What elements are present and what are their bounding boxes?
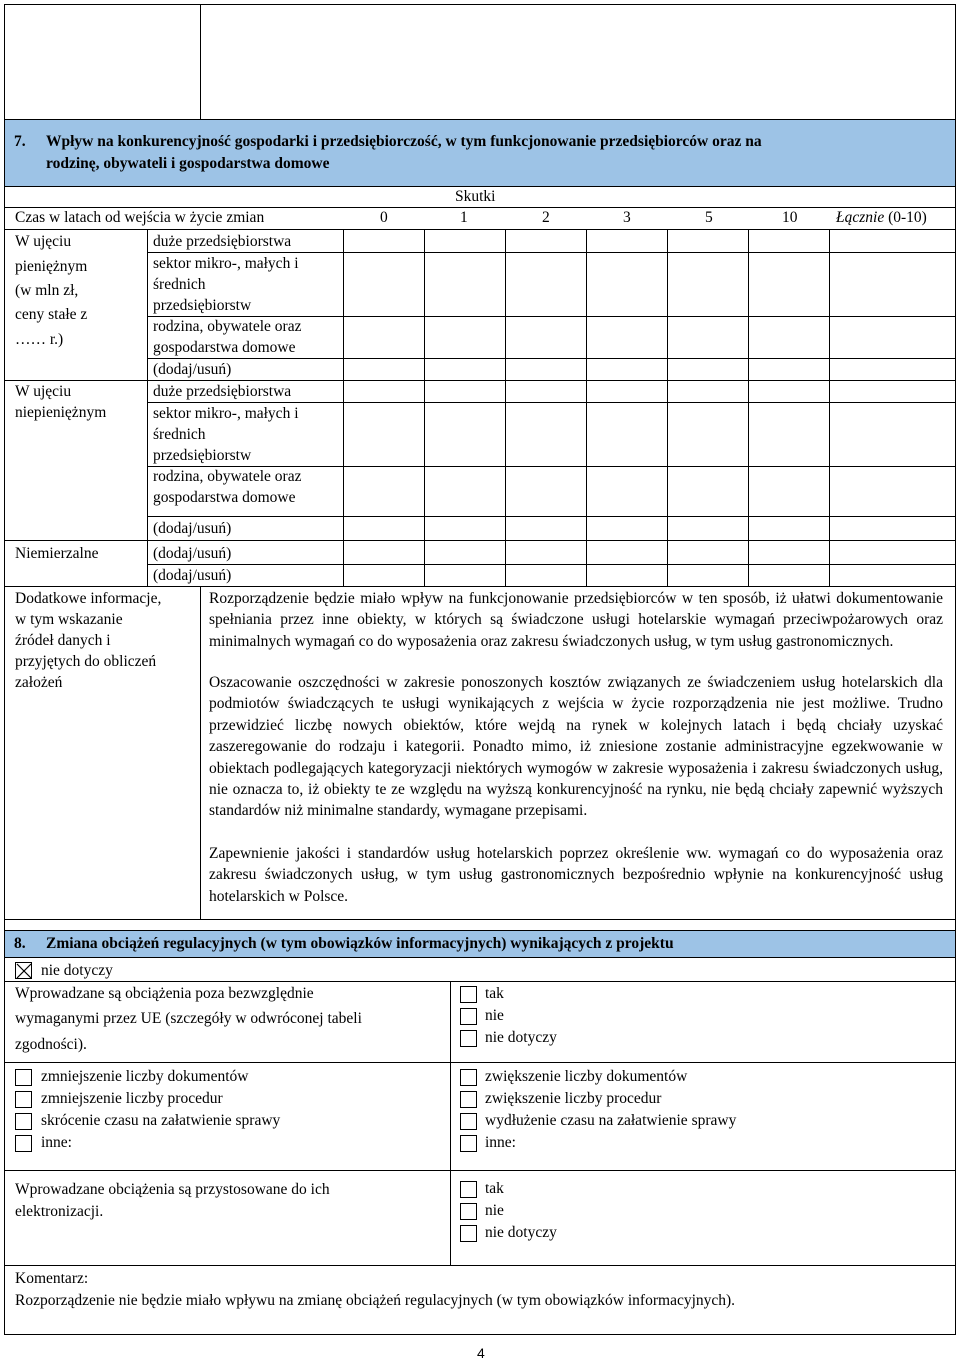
nonmonetary-large-enterprises: duże przedsiębiorstwa [153,383,292,400]
increase-documents-checkbox[interactable] [460,1069,477,1086]
row-line [147,564,956,565]
nonmonetary-sme-1: sektor mikro-, małych i [153,405,299,422]
nonmonetary-label-2: niepieniężnym [15,404,107,421]
decrease-procedures-label: zmniejszenie liczby procedur [41,1090,223,1107]
increase-documents-label: zwiększenie liczby dokumentów [485,1068,688,1085]
total-label: Łącznie (0-10) [836,209,927,226]
top-box-divider [200,4,201,119]
monetary-sme-2: średnich [153,276,206,293]
page-left-border [4,4,5,1334]
monetary-label-4: ceny stałe z [15,306,88,323]
col-divider-total [829,229,830,587]
nonmonetary-label-1: W ujęciu [15,383,72,400]
row-line [147,516,956,517]
electronic-na-checkbox[interactable] [460,1225,477,1242]
section8-top [4,930,956,931]
monetary-sme-3: przedsiębiorstw [153,297,252,314]
monetary-label-1: W ujęciu [15,233,72,250]
col-divider-0 [343,229,344,587]
row-line [4,586,956,587]
col-divider-label [147,229,148,587]
skutki-label: Skutki [455,188,496,205]
row-line [4,981,956,982]
ue-yes-label: tak [485,985,504,1002]
additional-label-4: przyjętych do obliczeń [15,653,157,670]
increase-procedures-label: zwiększenie liczby procedur [485,1090,662,1107]
increase-procedures-checkbox[interactable] [460,1091,477,1108]
year-3: 3 [623,209,631,226]
monetary-family-2: gospodarstwa domowe [153,339,296,356]
electronic-na-label: nie dotyczy [485,1224,557,1241]
shorten-time-label: skrócenie czasu na załatwienie sprawy [41,1112,281,1129]
year-0: 0 [380,209,388,226]
year-1: 1 [460,209,468,226]
additional-label-2: w tym wskazanie [15,611,123,628]
ue-question-2: wymaganymi przez UE (szczegóły w odwróconej tabeli [15,1010,362,1027]
additional-paragraph-1: Rozporządzenie będzie miało wpływ na funkcjonowanie przedsiębiorców w ten sposób, iż ułatwi dokumentowanie spełniania przez inne obiekty, w których są świadczone usługi hotelarskie wymagań przeciwpożarowych oraz minimalnych wymagań co do wyposażenia oraz zakresu świadczonych usług, w tym usług gastronomicznych. [209,590,943,650]
year-2: 2 [542,209,550,226]
row-line [4,1062,956,1063]
year-5: 5 [705,209,713,226]
col-divider-1 [424,229,425,587]
row-line [147,358,956,359]
monetary-sme-1: sektor mikro-, małych i [153,255,299,272]
ue-yes-checkbox[interactable] [460,986,477,1003]
section7-bottom [4,919,956,920]
comment-text: Rozporządzenie nie będzie miało wpływu na zmianę obciążeń regulacyjnych (w tym obowiązków informacyjnych). [15,1292,736,1309]
decrease-documents-checkbox[interactable] [15,1069,32,1086]
ue-question-1: Wprowadzane są obciążenia poza bezwzględnie [15,985,314,1002]
section7-title-line2: rodzinę, obywateli i gospodarstwa domowe [46,155,330,172]
row-line [4,540,956,541]
unmeasurable-add-remove-1[interactable]: (dodaj/usuń) [153,545,232,562]
ue-na-label: nie dotyczy [485,1029,557,1046]
decrease-documents-label: zmniejszenie liczby dokumentów [41,1068,249,1085]
additional-label-5: założeń [15,674,63,691]
electronic-question-2: elektronizacji. [15,1203,104,1220]
monetary-label-5: …… r.) [15,331,64,348]
shorten-time-checkbox[interactable] [15,1113,32,1130]
section8-header-bottom [4,957,956,958]
electronic-yes-label: tak [485,1180,504,1197]
electronic-question-1: Wprowadzane obciążenia są przystosowane do ich [15,1181,330,1198]
additional-label-1: Dodatkowe informacje, [15,590,162,607]
col-divider-5 [667,229,668,587]
electronic-no-label: nie [485,1202,504,1219]
monetary-large-enterprises: duże przedsiębiorstwa [153,233,292,250]
decrease-procedures-checkbox[interactable] [15,1091,32,1108]
additional-paragraph-3: Zapewnienie jakości i standardów usług hotelarskich poprzez określenie ww. wymagań co do wyposażenia oraz zakresu świadczonych usług, w tym usług gastronomicznych bezpośrednio wpłynie na konkurencyjność usług hotelarskich w Polsce. [209,845,943,905]
ue-na-checkbox[interactable] [460,1030,477,1047]
row-line [4,1265,956,1266]
page-top-border [4,4,956,5]
not-applicable-checkbox-checked[interactable] [15,962,32,979]
extend-time-checkbox[interactable] [460,1113,477,1130]
increase-other-checkbox[interactable] [460,1135,477,1152]
page-number: 4 [477,1345,485,1361]
monetary-family-1: rodzina, obywatele oraz [153,318,302,335]
section7-title-line1: Wpływ na konkurencyjność gospodarki i przedsiębiorczość, w tym funkcjonowanie przedsiębiorców oraz na [46,133,762,150]
additional-divider [200,586,201,919]
decrease-other-label: inne: [41,1134,72,1151]
page-bottom-border [4,1334,956,1335]
monetary-label-3: (w mln zł, [15,282,79,299]
comment-label: Komentarz: [15,1270,89,1287]
unmeasurable-add-remove-2[interactable]: (dodaj/usuń) [153,567,232,584]
col-divider-3 [586,229,587,587]
section8-col-divider [450,981,451,1265]
row-line [4,1170,956,1171]
time-label: Czas w latach od wejścia w życie zmian [15,209,265,226]
nonmonetary-sme-3: przedsiębiorstw [153,447,252,464]
col-divider-10 [748,229,749,587]
section7-number: 7. [14,133,26,150]
additional-paragraph-2: Oszacowanie oszczędności w zakresie ponoszonych kosztów związanych ze świadczeniem usług hotelarskich dla podmiotów świadczących te usługi wynikających z wejścia w życie rozporządzenia nie jest możliwe. Trudno przewidzieć liczbę nowych obiektów, które wejdą na rynek w kolejnych latach i będą chciały uzyskać zaszeregowanie do rodzaju i kategorii. Ponadto mimo, iż zniesione zostanie administracyjne egzekwowanie w obiektach podlegających kategoryzacji niektórych wymogów w zakresie wyposażenia i zakresu świadczonych usług, nie oznacza to, iż obiekty te ze względu na wyższą konkurencyjność na rynku, nie będą chciały zapewnić wyższych standardów niż minimalne standardy, wymagane przepisami. [209,674,943,820]
nonmonetary-add-remove[interactable]: (dodaj/usuń) [153,520,232,537]
decrease-other-checkbox[interactable] [15,1135,32,1152]
ue-no-checkbox[interactable] [460,1008,477,1025]
col-divider-2 [505,229,506,587]
unmeasurable-label: Niemierzalne [15,545,99,562]
electronic-no-checkbox[interactable] [460,1203,477,1220]
electronic-yes-checkbox[interactable] [460,1181,477,1198]
year-10: 10 [782,209,798,226]
increase-other-label: inne: [485,1134,516,1151]
nonmonetary-family-2: gospodarstwa domowe [153,489,296,506]
page-right-border [955,4,956,1334]
not-applicable-label: nie dotyczy [41,962,113,979]
section8-title: Zmiana obciążeń regulacyjnych (w tym obowiązków informacyjnych) wynikających z projektu [46,935,674,952]
nonmonetary-family-1: rodzina, obywatele oraz [153,468,302,485]
nonmonetary-sme-2: średnich [153,426,206,443]
additional-label-3: źródeł danych i [15,632,111,649]
monetary-label-2: pieniężnym [15,258,88,275]
row-line [4,380,956,381]
section8-number: 8. [14,935,26,952]
ue-no-label: nie [485,1007,504,1024]
ue-question-3: zgodności). [15,1036,87,1053]
extend-time-label: wydłużenie czasu na załatwienie sprawy [485,1112,737,1129]
monetary-add-remove[interactable]: (dodaj/usuń) [153,361,232,378]
